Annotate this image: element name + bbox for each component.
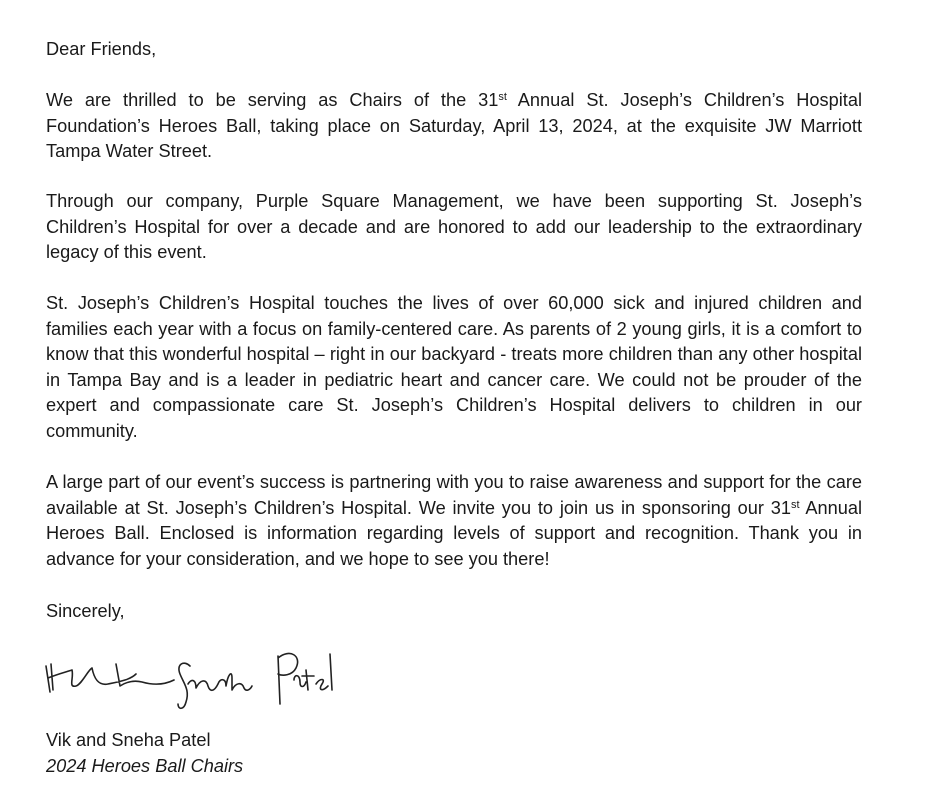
paragraph-event-intro xyxy=(46,88,862,165)
paragraph-sponsorship-invite xyxy=(46,470,862,572)
paragraph-sponsorship-text-a: A large part of our event’s success is partnering with you to raise awareness and support for the care available at St. Joseph’s Children’s Hospital. We invite you to join us in sponsoring our 31 xyxy=(46,472,862,518)
handwritten-signature xyxy=(38,634,338,720)
closing: Sincerely, xyxy=(46,601,125,621)
ordinal-suffix: st xyxy=(791,498,800,511)
paragraph-company-support: Through our company, Purple Square Management, we have been supporting St. Joseph’s Children’s Hospital for over a decade and are honored to add our leadership to the extraordinary legacy of this event. xyxy=(46,191,862,263)
paragraph-event-intro-text-a: We are thrilled to be serving as Chairs of the 31 xyxy=(46,90,499,110)
salutation: Dear Friends, xyxy=(46,39,157,59)
paragraph-hospital-impact: St. Joseph’s Children’s Hospital touches the lives of over 60,000 sick and injured children and families each year with a focus on family-centered care. As parents of 2 young girls, it is a comfort to know that this wonderful hospital – right in our backyard - treats more children than any other hospital in Tampa Bay and is a leader in pediatric heart and cancer care. We could not be prouder of the expert and compassionate care St. Joseph’s Children’s Hospital delivers to children in our community. xyxy=(46,293,862,441)
signer-title: 2024 Heroes Ball Chairs xyxy=(46,756,244,776)
paragraph-event-intro-text-b: Annual St. Joseph’s Children’s Hospital Foundation’s Heroes Ball, taking place on Saturday, April 13, 2024, at the exquisite JW Marriott Tampa Water Street. xyxy=(46,90,862,162)
signer-name: Vik and Sneha Patel xyxy=(46,730,211,750)
ordinal-suffix: st xyxy=(498,91,507,103)
paragraph-sponsorship-text-b: Annual Heroes Ball. Enclosed is information regarding levels of support and recognition. Thank you in advance for your consideration, and we hope to see you there! xyxy=(46,497,862,569)
